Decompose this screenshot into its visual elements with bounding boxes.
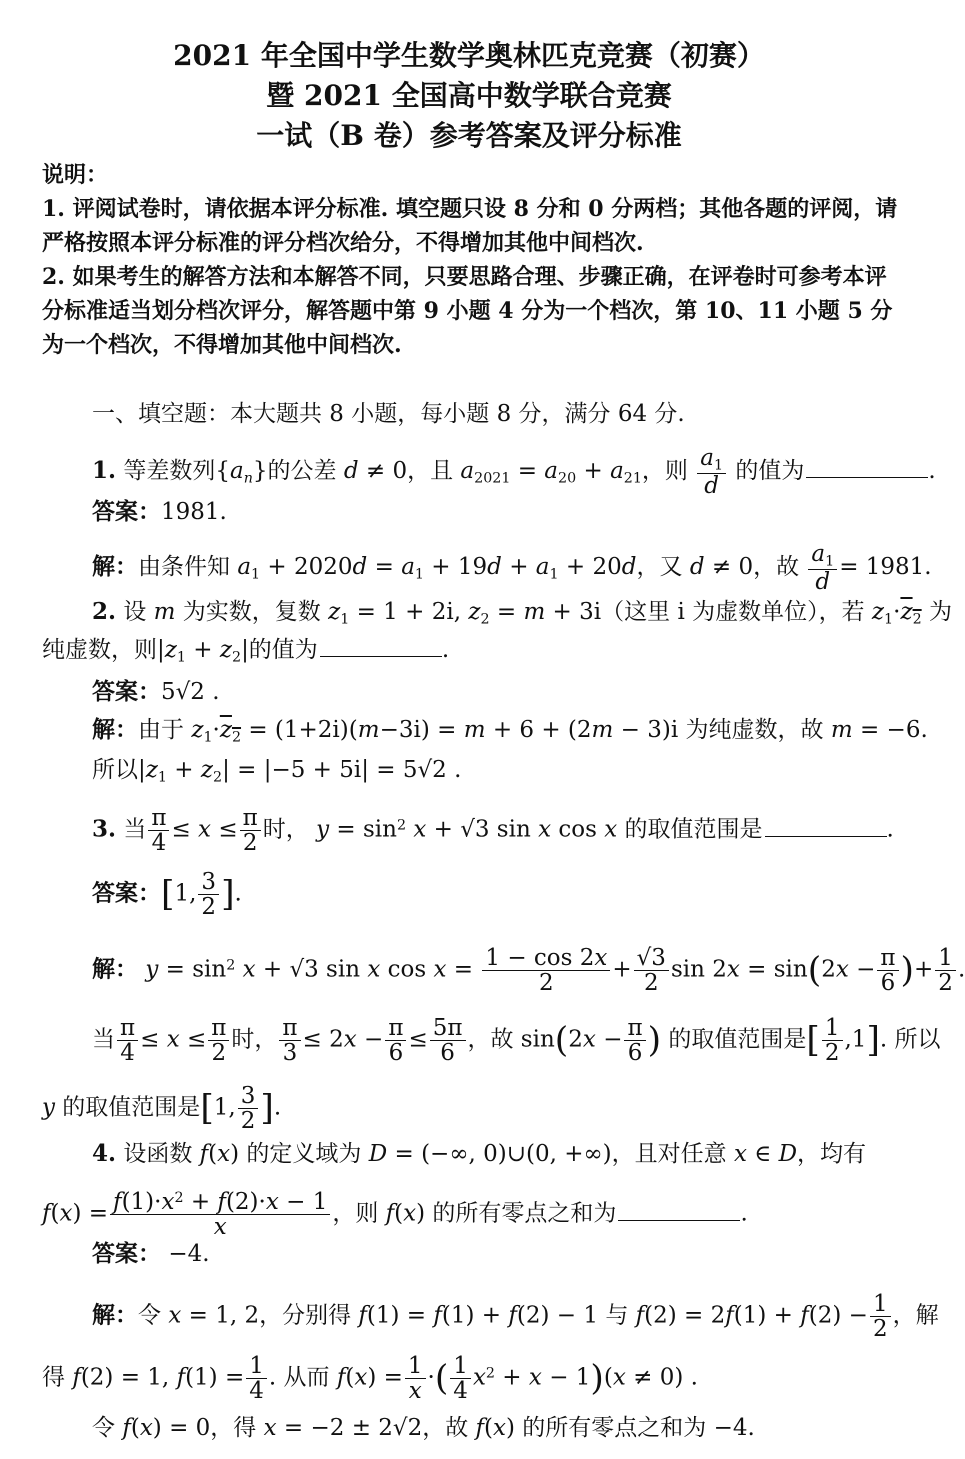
answer-blank (806, 455, 928, 478)
answer-value: −4. (168, 1241, 210, 1267)
solution-4: 解：令 x = 1, 2，分别得 f(1) = f(1) + f(2) − 1 与 f(2) = 2f(1) + f(2) − $\frac{1}{2}$ ，解 (92, 1291, 939, 1343)
question-number: 4. (92, 1140, 117, 1167)
answer-2: 答案：5√2 . (92, 678, 220, 705)
answer-value: 1981. (161, 499, 227, 525)
solution-2: 解：由于 $z_1\cdot z_2 = (1+2i)(m-3i) = m + 6 + (2m - 3)i$ 为纯虚数，故 m = −6. (92, 716, 928, 746)
answer-4: 答案： −4. (92, 1240, 210, 1267)
solution-2-cont: 所以$|z_1 + z_2| = |-5 + 5i| = 5√2$ . (92, 757, 462, 786)
solution-label: 解 (92, 1301, 115, 1329)
answer-value: 5√2 . (161, 679, 220, 705)
answer-blank (765, 814, 887, 837)
solution-label: 解 (92, 716, 115, 743)
instructions (42, 158, 902, 362)
answer-label: 答案 (92, 1240, 138, 1267)
question-4: 4. 设函数 f(x) 的定义域为 D = (−∞, 0)∪(0, +∞)，且对任意 x ∈ D，均有 (92, 1140, 867, 1167)
question-3: 3. 当 $\frac{\pi}{4}$ ≤ x ≤ $\frac{\pi}{2}$ 时， $y = \sin^2 x + √3$ sin x cos x 的取值范围是 . (92, 805, 894, 857)
solution-label: 解 (92, 955, 115, 983)
answer-1: 答案：1981. (92, 498, 227, 525)
solution-1: 解：由条件知 $a_1 + 2020d = a_1 + 19d + a_1 + 20d$，又 d ≠ 0，故 $\frac{a_1}{d}$ = 1981. (92, 541, 932, 596)
question-number: 3. (92, 815, 117, 843)
title-line-1: 2021 年全国中学生数学奥林匹克竞赛（初赛） (173, 39, 765, 72)
answer-blank (618, 1198, 740, 1221)
question-1: 1. 等差数列$\{a_n\}$的公差 d ≠ 0，且 $a_{2021} = a_{20} + a_{21}$，则 $\frac{a_1}{d}$ 的值为 . (92, 445, 936, 500)
question-2-cont: 纯虚数，则$|z_1 + z_2|$的值为 . (42, 634, 449, 673)
answer-label: 答案 (92, 678, 138, 705)
instruction-2: 2. 如果考生的解答方法和本解答不同，只要思路合理、步骤正确，在评卷时可参考本评分标准适当划分档次评分，解答题中第 9 小题 4 分为一个档次，第 10、11 小题 5 分为一个档次，不得增加其他中间档次. (42, 264, 893, 358)
question-4-cont: f(x) = $\frac{f(1)\cdot x^2 + f(2)\cdot x - 1}{x}$ ，则 f(x) 的所有零点之和为 . (42, 1189, 748, 1241)
solution-label: 解 (92, 553, 115, 581)
answer-blank (320, 634, 442, 657)
solution-3: 解： $y = \sin^2 x + √3$ sin x cos x = $\frac{1 - \cos 2x}{2}$ + $\frac{√3}{2}$ sin 2x = sin(2x − $\frac{\pi}{6}$ )+ $\frac{1}{2}$ . (92, 945, 965, 997)
solution-4-end: 令 f(x) = 0，得 x = −2 ± 2√2，故 f(x) 的所有零点之和为 −4. (92, 1415, 755, 1441)
title-line-3: 一试（B 卷）参考答案及评分标准 (256, 119, 682, 152)
answer-3: 答案：[1, $\frac{3}{2}$ ]. (92, 869, 242, 921)
answer-label: 答案 (92, 879, 138, 907)
solution-4-cont: 得 f(2) = 1, f(1) = $\frac{1}{4}$ . 从而 f(x) = $\frac{1}{x}$ ·( $\frac{1}{4}$ $x^2 + x - 1)(x \ne 0)$ . (42, 1353, 698, 1405)
solution-3-cont: 当 $\frac{\pi}{4}$ ≤ x ≤ $\frac{\pi}{2}$ 时， $\frac{\pi}{3}$ ≤ 2x − $\frac{\pi}{6}$ ≤ $\frac{5\pi}{6}$ ，故 sin(2x − $\frac{\pi}{6}$ ) 的取值范围是[ $\frac{1}{2}$ ,1]. 所以 (92, 1015, 941, 1067)
solution-3-end: y 的取值范围是[1, $\frac{3}{2}$ ]. (42, 1083, 282, 1135)
answer-label: 答案 (92, 498, 138, 525)
title-line-2: 暨 2021 全国高中数学联合竞赛 (266, 79, 672, 112)
section-heading: 一、填空题：本大题共 8 小题，每小题 8 分，满分 64 分. (92, 401, 685, 427)
instruction-1: 1. 评阅试卷时，请依据本评分标准. 填空题只设 8 分和 0 分两档；其他各题的评阅，请严格按照本评分标准的评分档次给分，不得增加其他中间档次. (42, 196, 898, 256)
instructions-heading: 说明： (42, 162, 109, 188)
question-number: 1. (92, 457, 117, 485)
question-number: 2. (92, 598, 117, 625)
question-2: 2. 设 m 为实数，复数 $z_1 = 1 + 2i$, $z_2 = m + 3i$（这里 i 为虚数单位），若 $z_1\cdot z_2$ 为 (92, 598, 952, 628)
